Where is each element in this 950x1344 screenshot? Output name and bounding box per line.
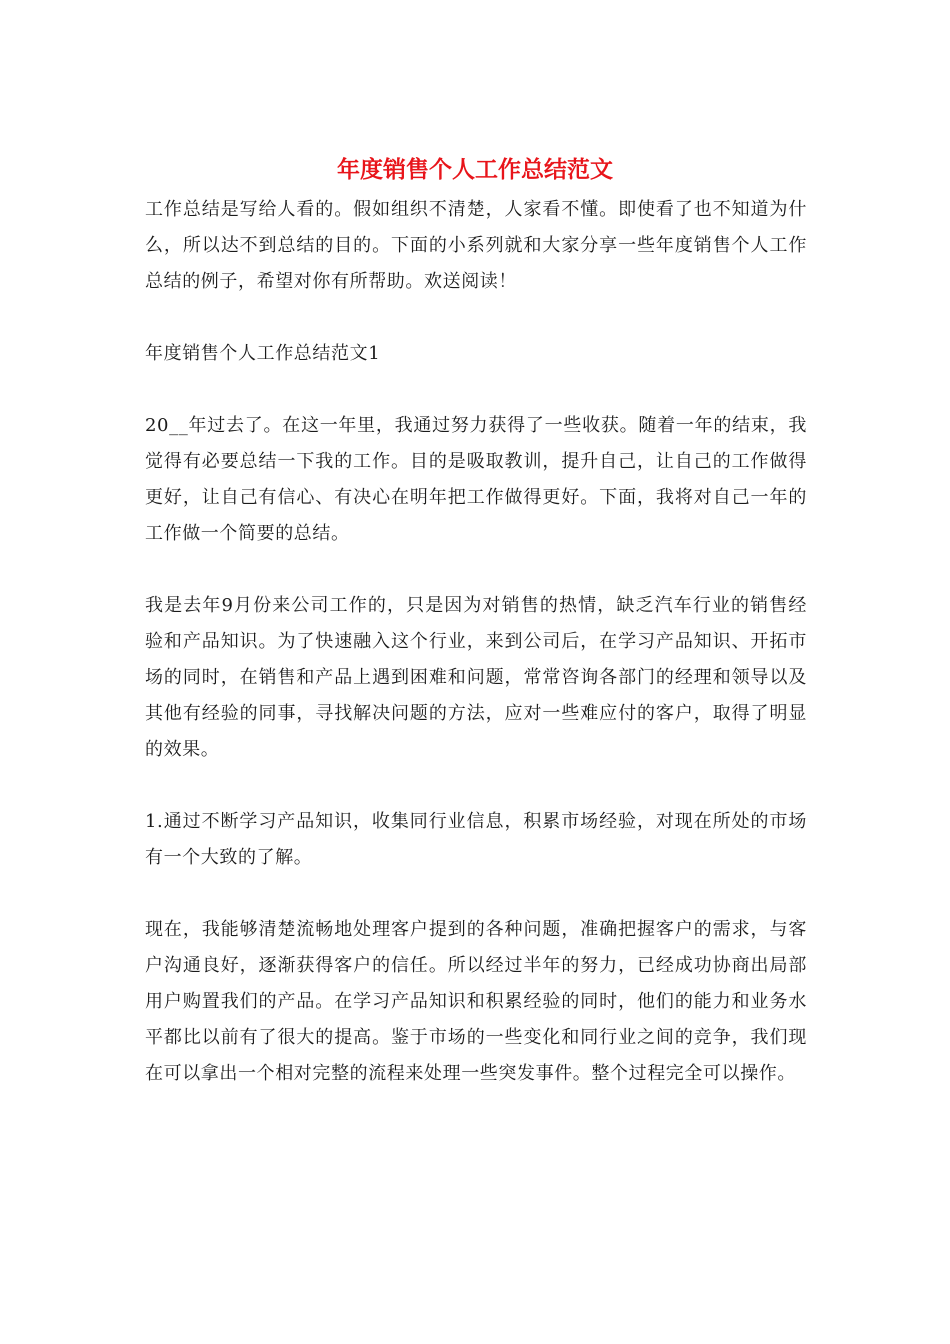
document-title: 年度销售个人工作总结范文	[337, 157, 613, 183]
intro-paragraph: 工作总结是写给人看的。假如组织不清楚，人家看不懂。即使看了也不知道为什么，所以达不到总结的目的。下面的小系列就和大家分享一些年度销售个人工作总结的例子，希望对你有所帮助。欢送阅读！	[145, 199, 807, 292]
section-heading: 年度销售个人工作总结范文1	[145, 343, 381, 364]
document-body	[145, 192, 807, 1128]
body-paragraph: 现在，我能够清楚流畅地处理客户提到的各种问题，准确把握客户的需求，与客户沟通良好，逐渐获得客户的信任。所以经过半年的努力，已经成功协商出局部用户购置我们的产品。在学习产品知识和积累经验的同时，他们的能力和业务水平都比以前有了很大的提高。鉴于市场的一些变化和同行业之间的竞争，我们现在可以拿出一个相对完整的流程来处理一些突发事件。整个过程完全可以操作。	[145, 919, 807, 1084]
body-paragraph: 我是去年9月份来公司工作的，只是因为对销售的热情，缺乏汽车行业的销售经验和产品知识。为了快速融入这个行业，来到公司后，在学习产品知识、开拓市场的同时，在销售和产品上遇到困难和问题，常常咨询各部门的经理和领导以及其他有经验的同事，寻找解决问题的方法，应对一些难应付的客户，取得了明显的效果。	[145, 595, 807, 760]
body-paragraph: 20__年过去了。在这一年里，我通过努力获得了一些收获。随着一年的结束，我觉得有必要总结一下我的工作。目的是吸取教训，提升自己，让自己的工作做得更好，让自己有信心、有决心在明年把工作做得更好。下面，我将对自己一年的工作做一个简要的总结。	[145, 415, 807, 544]
numbered-paragraph: 1.通过不断学习产品知识，收集同行业信息，积累市场经验，对现在所处的市场有一个大致的了解。	[145, 811, 807, 868]
